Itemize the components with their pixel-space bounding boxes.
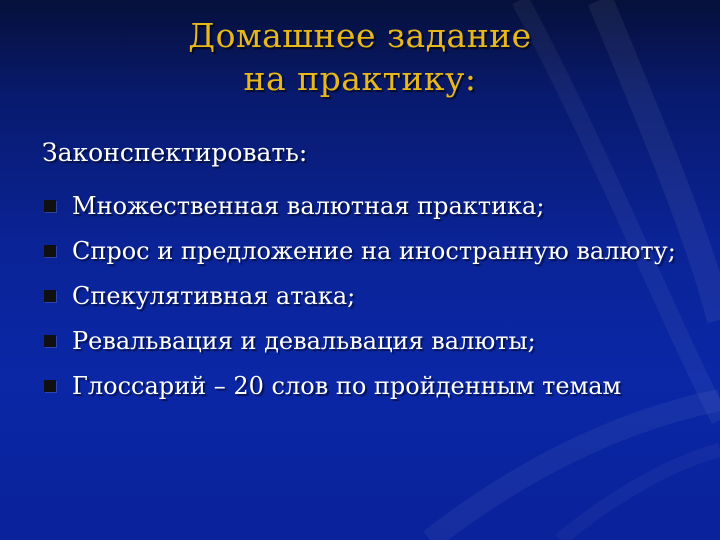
list-item [42, 368, 682, 404]
list-item [42, 188, 682, 224]
task-list [42, 188, 682, 413]
slide-title [0, 14, 720, 100]
title-line-2: на практику: [243, 59, 477, 98]
list-item-text: Глоссарий – 20 слов по пройденным темам [72, 372, 622, 400]
lead-text: Законспектировать: [42, 138, 308, 167]
list-item-text: Спекулятивная атака; [72, 282, 356, 310]
square-bullet-icon [44, 380, 56, 392]
list-item [42, 323, 682, 359]
square-bullet-icon [44, 335, 56, 347]
square-bullet-icon [44, 200, 56, 212]
list-item [42, 233, 682, 269]
list-item-text: Спрос и предложение на иностранную валюту; [72, 237, 676, 265]
square-bullet-icon [44, 245, 56, 257]
square-bullet-icon [44, 290, 56, 302]
list-item-text: Множественная валютная практика; [72, 192, 545, 220]
list-item [42, 278, 682, 314]
list-item-text: Ревальвация и девальвация валюты; [72, 327, 536, 355]
title-line-1: Домашнее задание [188, 16, 532, 55]
